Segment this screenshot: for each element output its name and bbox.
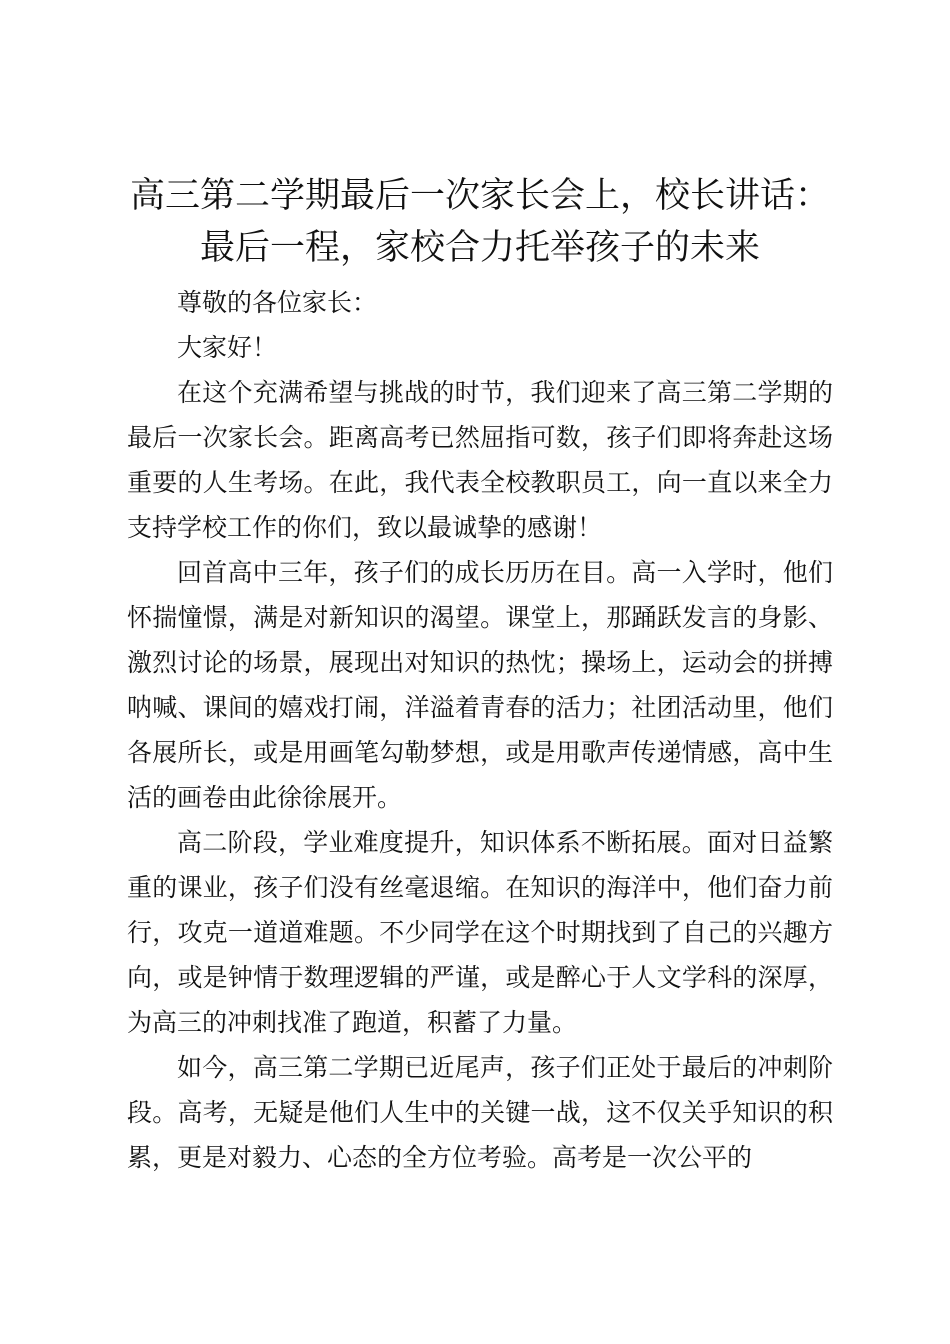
salutation: 尊敬的各位家长： [177,288,378,317]
document-title [127,170,833,274]
document-page [127,170,833,1180]
body-paragraph-4: 如今，高三第二学期已近尾声，孩子们正处于最后的冲刺阶段。高考，无疑是他们人生中的关键一战，这不仅关乎知识的积累，更是对毅力、心态的全方位考验。高考是一次公平的 [127,1053,833,1172]
title-line-2: 最后一程，家校合力托举孩子的未来 [199,228,760,268]
greeting: 大家好！ [177,333,278,362]
body-paragraph-3: 高二阶段，学业难度提升，知识体系不断拓展。面对日益繁重的课业，孩子们没有丝毫退缩。在知识的海洋中，他们奋力前行，攻克一道道难题。不少同学在这个时期找到了自己的兴趣方向，或是钟情于数理逻辑的严谨，或是醉心于人文学科的深厚，为高三的冲刺找准了跑道，积蓄了力量。 [127,828,833,1037]
body-paragraph-1: 在这个充满希望与挑战的时节，我们迎来了高三第二学期的最后一次家长会。距离高考已然屈指可数，孩子们即将奔赴这场重要的人生考场。在此，我代表全校教职员工，向一直以来全力支持学校工作的你们，致以最诚挚的感谢！ [127,378,833,542]
title-line-1: 高三第二学期最后一次家长会上，校长讲话： [129,176,830,216]
body-paragraph-2: 回首高中三年，孩子们的成长历历在目。高一入学时，他们怀揣憧憬，满是对新知识的渴望。课堂上，那踊跃发言的身影、激烈讨论的场景，展现出对知识的热忱；操场上，运动会的拼搏呐喊、课间的嬉戏打闹，洋溢着青春的活力；社团活动里，他们各展所长，或是用画笔勾勒梦想，或是用歌声传递情感，高中生活的画卷由此徐徐展开。 [127,558,833,812]
